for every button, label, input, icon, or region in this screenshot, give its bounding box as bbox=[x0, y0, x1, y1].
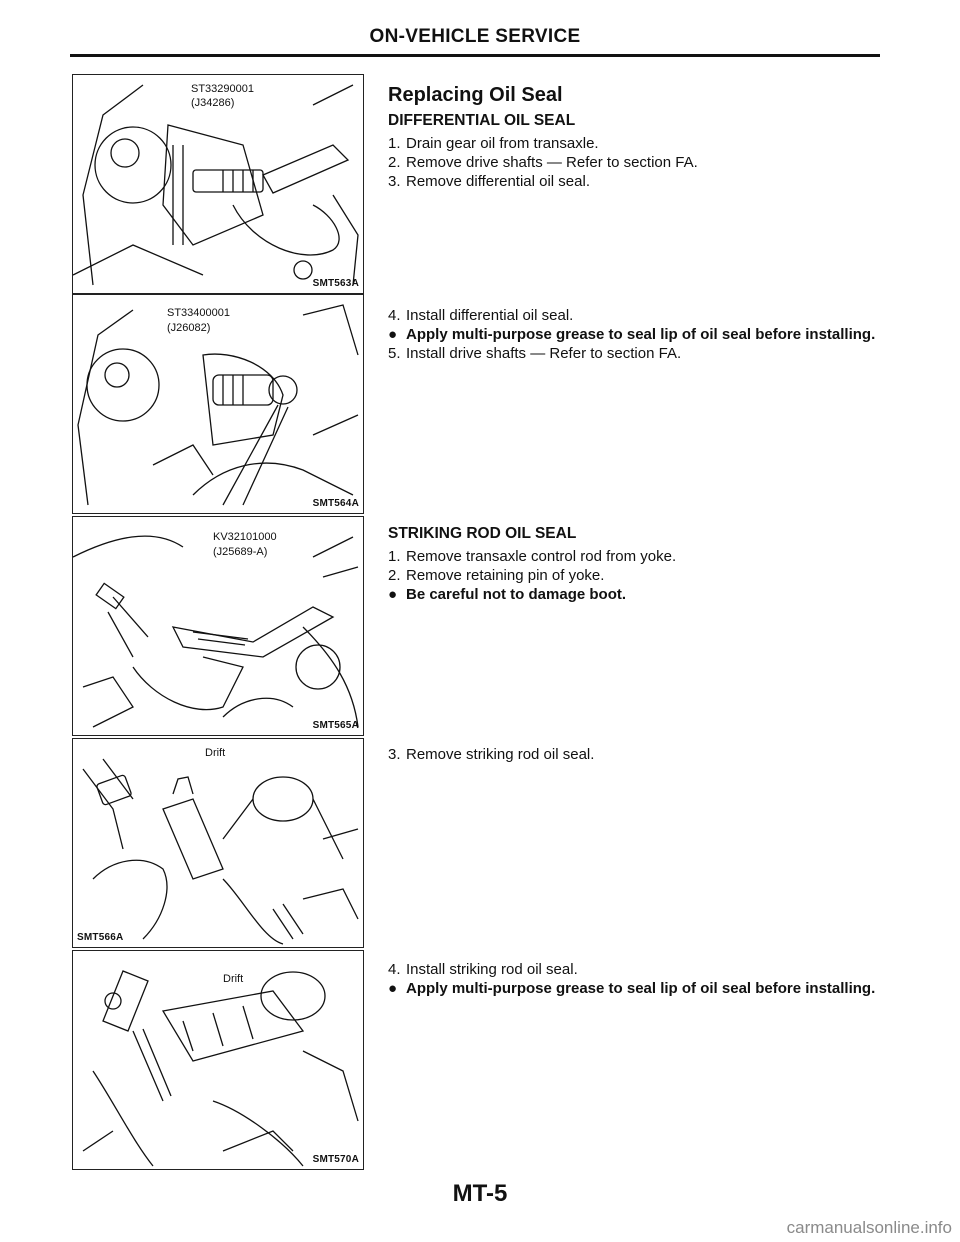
bullet-note: ● Apply multi-purpose grease to seal lip of oil seal before installing. bbox=[388, 326, 876, 343]
tool-callout: (J34286) bbox=[191, 97, 235, 109]
tool-callout: KV32101000 bbox=[213, 531, 277, 543]
differential-block-b bbox=[388, 306, 888, 363]
step: 1. Drain gear oil from transaxle. bbox=[388, 135, 599, 152]
header-rule bbox=[70, 54, 880, 57]
figure-smt564a bbox=[72, 294, 364, 514]
figure-code: SMT570A bbox=[312, 1154, 359, 1165]
step: 3. Remove striking rod oil seal. bbox=[388, 746, 595, 763]
illustration-striking-rod-seal-install bbox=[73, 951, 363, 1169]
differential-heading: DIFFERENTIAL OIL SEAL bbox=[388, 112, 576, 129]
step: 3. Remove differential oil seal. bbox=[388, 173, 590, 190]
illustration-differential-seal-install bbox=[73, 295, 363, 513]
striking-block-a bbox=[388, 524, 888, 604]
tool-callout: ST33290001 bbox=[191, 83, 254, 95]
bullet-icon: ● bbox=[388, 586, 398, 603]
bullet-icon: ● bbox=[388, 326, 398, 343]
bullet-note: ● Be careful not to damage boot. bbox=[388, 586, 627, 603]
tool-callout: Drift bbox=[223, 973, 244, 985]
section-title: Replacing Oil Seal bbox=[388, 84, 563, 106]
figure-code: SMT565A bbox=[312, 720, 359, 731]
step: 2. Remove drive shafts — Refer to section FA. bbox=[388, 154, 698, 171]
differential-block-a bbox=[388, 111, 888, 191]
bullet-note: ● Apply multi-purpose grease to seal lip of oil seal before installing. bbox=[388, 980, 876, 997]
figure-smt565a bbox=[72, 516, 364, 736]
tool-callout: (J25689-A) bbox=[213, 546, 268, 558]
step: 1. Remove transaxle control rod from yoke. bbox=[388, 548, 677, 565]
figure-code: SMT564A bbox=[312, 498, 359, 509]
tool-callout: Drift bbox=[205, 747, 226, 759]
striking-block-b bbox=[388, 745, 888, 764]
figure-code: SMT566A bbox=[77, 932, 124, 943]
striking-block-c bbox=[388, 960, 888, 998]
figure-smt566a bbox=[72, 738, 364, 948]
bullet-icon: ● bbox=[388, 980, 398, 997]
step: 5. Install drive shafts — Refer to section FA. bbox=[388, 345, 682, 362]
watermark: carmanualsonline.info bbox=[786, 1218, 952, 1237]
step: 4. Install striking rod oil seal. bbox=[388, 961, 578, 978]
step: 4. Install differential oil seal. bbox=[388, 307, 574, 324]
figure-smt563a bbox=[72, 74, 364, 294]
page-number: MT-5 bbox=[452, 1180, 508, 1207]
step: 2. Remove retaining pin of yoke. bbox=[388, 567, 605, 584]
figure-smt570a bbox=[72, 950, 364, 1170]
tool-callout: ST33400001 bbox=[167, 307, 230, 319]
page-header: ON-VEHICLE SERVICE bbox=[369, 26, 581, 47]
illustration-striking-rod-seal-removal bbox=[73, 739, 363, 947]
figure-code: SMT563A bbox=[312, 278, 359, 289]
tool-callout: (J26082) bbox=[167, 322, 211, 334]
striking-heading: STRIKING ROD OIL SEAL bbox=[388, 525, 577, 542]
